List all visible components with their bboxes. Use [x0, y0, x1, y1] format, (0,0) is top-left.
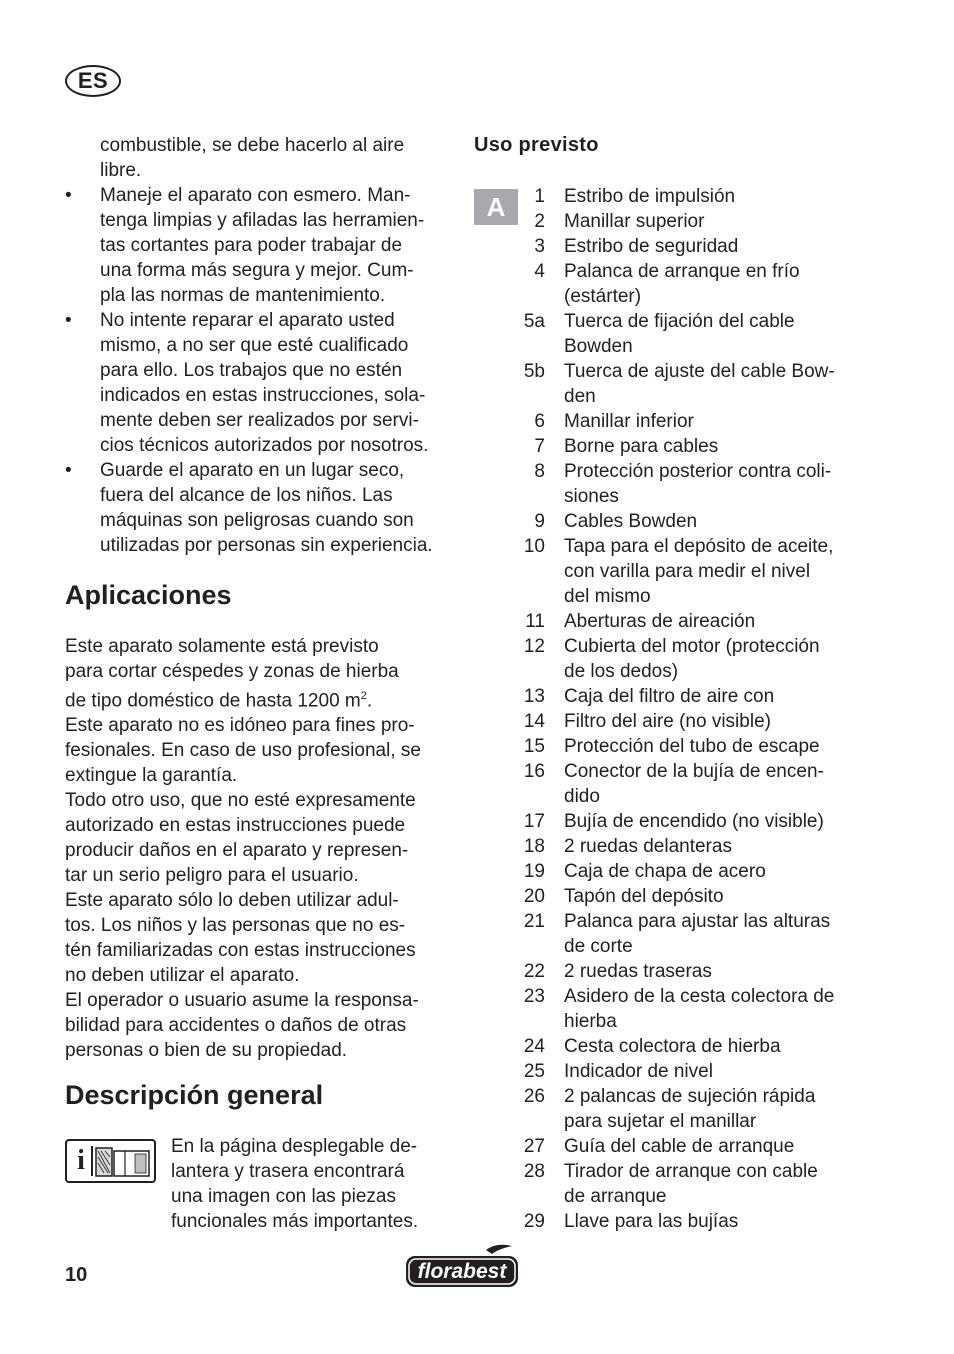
part-number: 9 — [534, 511, 545, 532]
text-line: Caja del filtro de aire con — [564, 686, 775, 707]
uso-previsto-heading: Uso previsto — [474, 134, 599, 156]
part-label — [545, 259, 875, 309]
part-label — [545, 1034, 875, 1059]
part-item — [515, 684, 875, 709]
part-number: 16 — [523, 761, 545, 782]
info-i-icon: i — [71, 1146, 93, 1176]
text-line: tas cortantes para poder trabajar de — [100, 235, 403, 256]
part-label — [545, 734, 875, 759]
part-label — [545, 234, 875, 259]
bullet-item — [65, 458, 460, 558]
text-line: lantera y trasera encontrará — [171, 1161, 405, 1182]
part-item — [515, 834, 875, 859]
text-line: 2 ruedas delanteras — [564, 836, 732, 857]
intro-line: libre. — [100, 160, 142, 181]
text-line: Este aparato no es idóneo para fines pro- — [65, 715, 415, 737]
text-line: indicados en estas instrucciones, sola- — [100, 385, 426, 406]
text-line: con varilla para medir el nivel — [564, 561, 811, 582]
part-label — [545, 909, 875, 959]
text-line: personas o bien de su propiedad. — [65, 1040, 348, 1062]
part-label — [545, 684, 875, 709]
part-item — [515, 1034, 875, 1059]
part-item — [515, 984, 875, 1034]
part-number: 5a — [523, 311, 545, 332]
part-label — [545, 534, 875, 609]
part-number: 27 — [523, 1136, 545, 1157]
text-line: mismo, a no ser que esté cualificado — [100, 335, 409, 356]
part-number: 15 — [523, 736, 545, 757]
bullet-text — [100, 308, 460, 458]
part-number: 2 — [534, 211, 545, 232]
text-line: Guía del cable de arranque — [564, 1136, 795, 1157]
text-line: Bowden — [564, 336, 633, 357]
part-number: 18 — [523, 836, 545, 857]
part-label — [545, 884, 875, 909]
part-label — [545, 184, 875, 209]
part-number: 5b — [523, 361, 545, 382]
text-line: autorizado en estas instrucciones puede — [65, 815, 406, 837]
part-item — [515, 884, 875, 909]
part-item — [515, 459, 875, 509]
text-line: funcionales más importantes. — [171, 1211, 419, 1232]
text-line: Tirador de arranque con cable — [564, 1161, 818, 1182]
part-label — [545, 959, 875, 984]
part-label — [545, 759, 875, 809]
part-number: 22 — [523, 961, 545, 982]
part-label — [545, 209, 875, 234]
part-number: 29 — [523, 1211, 545, 1232]
part-label — [545, 984, 875, 1034]
part-number: 4 — [534, 261, 545, 282]
text-line: 2 palancas de sujeción rápida — [564, 1086, 816, 1107]
text-line: El operador o usuario asume la responsa- — [65, 990, 419, 1012]
part-label — [545, 1134, 875, 1159]
text-line: para cortar céspedes y zonas de hierba — [65, 661, 399, 682]
part-number: 25 — [523, 1061, 545, 1082]
text-line: de corte — [564, 936, 633, 957]
safety-continued — [65, 133, 460, 558]
text-line: Todo otro uso, que no esté expresamente — [65, 790, 416, 812]
part-label — [545, 509, 875, 534]
part-number: 24 — [523, 1036, 545, 1057]
text-line: no deben utilizar el aparato. — [65, 965, 300, 987]
text-line: Tuerca de ajuste del cable Bow- — [564, 361, 835, 382]
text-line: Filtro del aire (no visible) — [564, 711, 771, 732]
text-line: Maneje el aparato con esmero. Man- — [100, 185, 411, 206]
part-number: 12 — [523, 636, 545, 657]
text-line: Borne para cables — [564, 436, 719, 457]
text-line: Guarde el aparato en un lugar seco, — [100, 460, 405, 481]
aplicaciones-body — [65, 634, 460, 1063]
part-item — [515, 1059, 875, 1084]
parts-list — [515, 184, 875, 1234]
text-line: Cubierta del motor (protección — [564, 636, 820, 657]
part-label — [545, 859, 875, 884]
part-item — [515, 634, 875, 684]
text-line: den — [564, 386, 596, 407]
part-item — [515, 1159, 875, 1209]
text-line: Protección posterior contra coli- — [564, 461, 832, 482]
text-line: Conector de la bujía de encen- — [564, 761, 824, 782]
part-item — [515, 809, 875, 834]
part-item — [515, 259, 875, 309]
text-line: Cesta colectora de hierba — [564, 1036, 781, 1057]
part-number: 6 — [534, 411, 545, 432]
part-label — [545, 709, 875, 734]
part-item — [515, 734, 875, 759]
part-number: 14 — [523, 711, 545, 732]
text-line: extingue la garantía. — [65, 765, 238, 787]
part-label — [545, 359, 875, 409]
part-label — [545, 459, 875, 509]
text-line: una forma más segura y mejor. Cum- — [100, 260, 414, 281]
part-number: 28 — [523, 1161, 545, 1182]
bullet-item — [65, 308, 460, 458]
bullet-text — [100, 458, 460, 558]
text-line: una imagen con las piezas — [171, 1186, 396, 1207]
text-line: 2 ruedas traseras — [564, 961, 712, 982]
page-number: 10 — [65, 1264, 88, 1286]
text-line: Este aparato solamente está previsto — [65, 636, 379, 657]
part-item — [515, 409, 875, 434]
text-line: del mismo — [564, 586, 651, 607]
text-line: para sujetar el manillar — [564, 1111, 757, 1132]
part-label — [545, 409, 875, 434]
part-number: 23 — [523, 986, 545, 1007]
text-line: utilizadas por personas sin experiencia. — [100, 535, 433, 556]
part-item — [515, 859, 875, 884]
text-line: Tapa para el depósito de aceite, — [564, 536, 834, 557]
text-line: Bujía de encendido (no visible) — [564, 811, 824, 832]
text-line: En la página desplegable de- — [171, 1136, 418, 1157]
part-item — [515, 184, 875, 209]
text-line: tenga limpias y afiladas las herramien- — [100, 210, 425, 231]
part-item — [515, 1209, 875, 1234]
part-item — [515, 234, 875, 259]
text-line: Estribo de seguridad — [564, 236, 739, 257]
text-line: Estribo de impulsión — [564, 186, 736, 207]
part-item — [515, 309, 875, 359]
folded-page-icon — [95, 1145, 153, 1179]
language-badge: ES — [65, 65, 121, 97]
text-line: Indicador de nivel — [564, 1061, 713, 1082]
text-line: producir daños en el aparato y represen- — [65, 840, 409, 862]
part-label — [545, 609, 875, 634]
part-label — [545, 1209, 875, 1234]
part-number: 20 — [523, 886, 545, 907]
part-number: 13 — [523, 686, 545, 707]
bullet-dot: • — [65, 460, 72, 481]
text-line: Asidero de la cesta colectora de — [564, 986, 835, 1007]
part-item — [515, 509, 875, 534]
text-line: de arranque — [564, 1186, 667, 1207]
figure-label-badge: A — [474, 189, 518, 225]
part-number: 3 — [534, 236, 545, 257]
text-segment: de tipo doméstico de hasta 1200 m — [65, 690, 361, 712]
superscript: 2 — [360, 690, 367, 702]
text-line — [65, 684, 460, 713]
text-line: bilidad para accidentes o daños de otras — [65, 1015, 407, 1037]
text-line: Tuerca de fijación del cable — [564, 311, 795, 332]
text-line: Tapón del depósito — [564, 886, 724, 907]
logo-text: florabest — [417, 1260, 507, 1283]
text-line: pla las normas de mantenimiento. — [100, 285, 386, 306]
text-segment: . — [366, 690, 373, 712]
text-line: tar un serio peligro para el usuario. — [65, 865, 359, 887]
text-line: hierba — [564, 1011, 617, 1032]
text-line: Manillar inferior — [564, 411, 694, 432]
part-item — [515, 959, 875, 984]
bullet-item — [65, 183, 460, 308]
text-line: fesionales. En caso de uso profesional, se — [65, 740, 421, 762]
text-line: (estárter) — [564, 286, 642, 307]
aplicaciones-heading: Aplicaciones — [65, 580, 232, 610]
part-number: 1 — [534, 186, 545, 207]
part-label — [545, 309, 875, 359]
descripcion-heading: Descripción general — [65, 1080, 324, 1110]
text-line: Caja de chapa de acero — [564, 861, 766, 882]
part-item — [515, 1084, 875, 1134]
part-label — [545, 634, 875, 684]
text-line: Palanca para ajustar las alturas — [564, 911, 831, 932]
florabest-logo — [404, 1244, 520, 1290]
part-number: 19 — [523, 861, 545, 882]
part-label — [545, 1159, 875, 1209]
part-item — [515, 759, 875, 809]
text-line: para ello. Los trabajos que no estén — [100, 360, 403, 381]
text-line: cios técnicos autorizados por nosotros. — [100, 435, 429, 456]
part-label — [545, 1059, 875, 1084]
bullet-text — [100, 183, 460, 308]
text-line: mente deben ser realizados por servi- — [100, 410, 419, 431]
info-book-icon — [65, 1139, 156, 1183]
text-line: Cables Bowden — [564, 511, 698, 532]
bullet-dot: • — [65, 185, 72, 206]
part-number: 8 — [534, 461, 545, 482]
part-item — [515, 909, 875, 959]
text-line: Llave para las bujías — [564, 1211, 739, 1232]
part-number: 26 — [523, 1086, 545, 1107]
text-line: máquinas son peligrosas cuando son — [100, 510, 414, 531]
part-label — [545, 434, 875, 459]
text-line: siones — [564, 486, 619, 507]
part-item — [515, 434, 875, 459]
text-line: Protección del tubo de escape — [564, 736, 820, 757]
text-line: Aberturas de aireación — [564, 611, 756, 632]
part-item — [515, 609, 875, 634]
part-item — [515, 709, 875, 734]
part-number: 11 — [525, 611, 545, 632]
part-item — [515, 209, 875, 234]
part-number: 21 — [523, 911, 545, 932]
intro-line: combustible, se debe hacerlo al aire — [100, 135, 405, 156]
part-number: 17 — [523, 811, 545, 832]
text-line: Palanca de arranque en frío — [564, 261, 800, 282]
text-line: dido — [564, 786, 600, 807]
text-line: Este aparato sólo lo deben utilizar adul- — [65, 890, 399, 912]
descripcion-body — [171, 1134, 461, 1234]
text-line: fuera del alcance de los niños. Las — [100, 485, 393, 506]
part-label — [545, 1084, 875, 1134]
bullet-list — [65, 183, 460, 558]
text-line: No intente reparar el aparato usted — [100, 310, 395, 331]
text-line: de los dedos) — [564, 661, 679, 682]
text-line: Manillar superior — [564, 211, 705, 232]
part-number: 10 — [523, 536, 545, 557]
part-label — [545, 834, 875, 859]
part-number: 7 — [534, 436, 545, 457]
aplicaciones-rest — [65, 713, 460, 1063]
text-line: tos. Los niños y las personas que no es- — [65, 915, 406, 937]
part-label — [545, 809, 875, 834]
part-item — [515, 534, 875, 609]
text-line: tén familiarizadas con estas instrucciones — [65, 940, 416, 962]
part-item — [515, 359, 875, 409]
bullet-dot: • — [65, 310, 72, 331]
part-item — [515, 1134, 875, 1159]
